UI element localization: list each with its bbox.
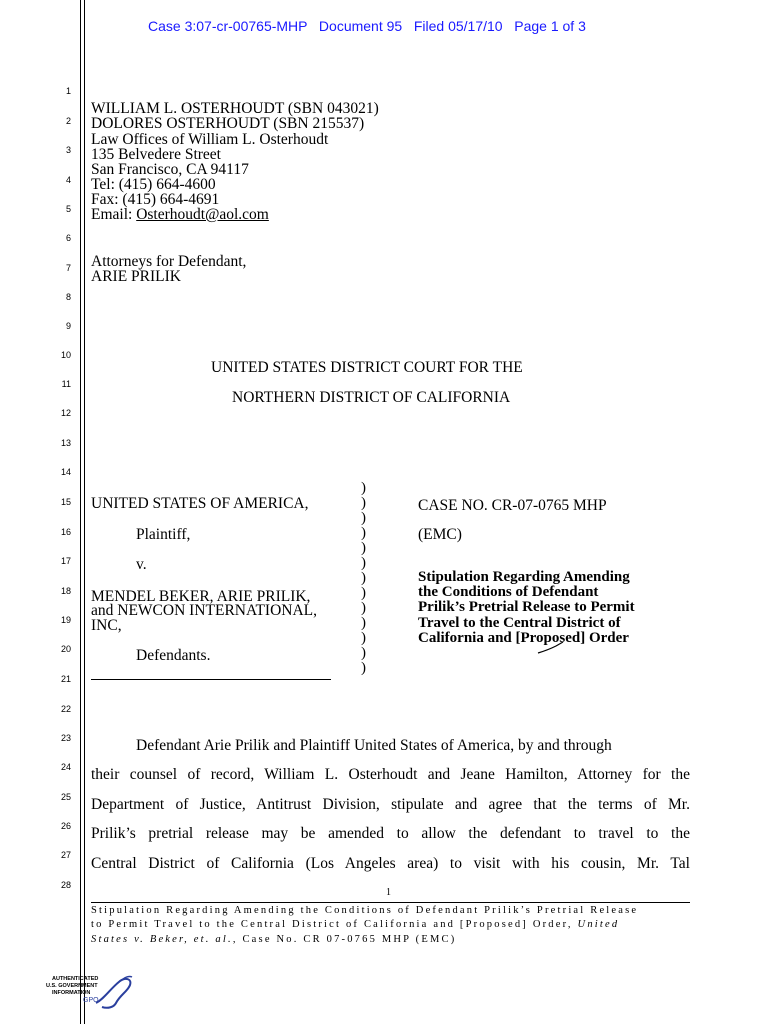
line-number: 24 (60, 762, 71, 772)
line-number: 13 (60, 438, 71, 448)
attorney-name-1: WILLIAM L. OSTERHOUDT (SBN 043021) (91, 100, 379, 117)
document-title-line5: California and [Proposed] Order (418, 630, 629, 646)
document-title-line2: the Conditions of Defendant (418, 584, 599, 600)
line-number: 17 (60, 556, 71, 566)
line-number: 21 (60, 674, 71, 684)
defendants-line2: and NEWCON INTERNATIONAL, (91, 602, 317, 619)
line-number: 1 (65, 86, 71, 96)
firm-street: 135 Belvedere Street (91, 146, 221, 163)
seal-text-3: INFORMATION (52, 990, 91, 996)
footer-line-2-text: to Permit Travel to the Central District of California and [Proposed] Order, (91, 919, 578, 930)
case-number: CASE NO. CR-07-0765 MHP (418, 497, 607, 514)
versus: v. (136, 556, 147, 573)
line-number: 20 (60, 644, 71, 654)
caption-parentheses: ) ) ) ) ) ) ) ) ) ) ) ) ) (361, 480, 366, 676)
defendants-line3: INC, (91, 617, 122, 634)
footer-line-3-italic: States v. Beker, et. al. (91, 934, 233, 945)
court-name-line2: NORTHERN DISTRICT OF CALIFORNIA (232, 389, 511, 406)
firm-city: San Francisco, CA 94117 (91, 161, 249, 178)
court-name-line1: UNITED STATES DISTRICT COURT FOR THE (211, 359, 523, 376)
body-line-1: Defendant Arie Prilik and Plaintiff United States of America, by and through (136, 737, 612, 754)
body-line-5: Central District of California (Los Angeles area) to visit with his cousin, Mr. Tal (91, 855, 690, 872)
seal-text-1: AUTHENTICATED (52, 976, 99, 982)
footer-rule (91, 902, 690, 903)
line-number: 18 (60, 586, 71, 596)
line-number: 5 (65, 204, 71, 214)
document-title-line1: Stipulation Regarding Amending (418, 569, 630, 585)
line-number: 25 (60, 792, 71, 802)
email-link[interactable]: Osterhoudt@aol.com (136, 206, 269, 223)
footer-line-3-text: , Case No. CR 07-0765 MHP (EMC) (232, 934, 457, 945)
footer-line-2-italic: United (577, 919, 620, 930)
gpo-mark: GPO (83, 997, 99, 1004)
line-number: 22 (60, 704, 71, 714)
line-number: 28 (60, 880, 71, 890)
defendants-role: Defendants. (136, 647, 211, 664)
line-number: 11 (61, 379, 71, 389)
footer-line-2 (91, 919, 619, 930)
line-number: 26 (60, 821, 71, 831)
case-suffix: (EMC) (418, 526, 462, 543)
body-line-4: Prilik’s pretrial release may be amended to allow the defendant to travel to the (91, 825, 690, 842)
email-label: Email: (91, 206, 137, 223)
proposed-strike-mark (536, 640, 566, 656)
gpo-authentication-seal (40, 973, 132, 1013)
line-number: 3 (65, 145, 71, 155)
document-title-line4: Travel to the Central District of (418, 615, 621, 631)
attorneys-for: Attorneys for Defendant, (91, 253, 247, 270)
line-number: 2 (65, 116, 71, 126)
line-number: 6 (65, 233, 71, 243)
seal-text-2: U.S. GOVERNMENT (46, 983, 98, 989)
footer-page-number: 1 (386, 887, 391, 898)
body-line-3: Department of Justice, Antitrust Division, stipulate and agree that the terms of Mr. (91, 796, 690, 813)
line-number: 10 (60, 350, 71, 360)
gpo-eagle-icon (90, 973, 134, 1013)
firm-telephone: Tel: (415) 664-4600 (91, 176, 216, 193)
line-number: 9 (65, 321, 71, 331)
footer-line-1: Stipulation Regarding Amending the Conditions of Defendant Prilik’s Pretrial Release (91, 905, 639, 916)
body-line-2: their counsel of record, William L. Osterhoudt and Jeane Hamilton, Attorney for the (91, 766, 690, 783)
line-number: 19 (60, 615, 71, 625)
left-margin-rule-outer (80, 0, 81, 1024)
firm-email-line (91, 207, 269, 222)
firm-fax: Fax: (415) 664-4691 (91, 191, 220, 208)
line-number: 15 (60, 497, 71, 507)
defendants-line1: MENDEL BEKER, ARIE PRILIK, (91, 588, 311, 605)
footer-line-3 (91, 934, 456, 945)
line-number: 14 (60, 467, 71, 477)
case-header: Case 3:07-cr-00765-MHP Document 95 Filed 05/17/10 Page 1 of 3 (148, 18, 586, 34)
line-number: 23 (60, 733, 71, 743)
plaintiff-role: Plaintiff, (136, 526, 191, 543)
law-firm: Law Offices of William L. Osterhoudt (91, 131, 329, 148)
line-number: 27 (60, 850, 71, 860)
line-number: 8 (65, 292, 71, 302)
line-number: 12 (60, 408, 71, 418)
plaintiff-name: UNITED STATES OF AMERICA, (91, 495, 309, 512)
attorney-name-2: DOLORES OSTERHOUDT (SBN 215537) (91, 115, 365, 132)
caption-underline (91, 679, 331, 680)
client-name: ARIE PRILIK (91, 268, 181, 285)
document-title-line3: Prilik’s Pretrial Release to Permit (418, 599, 635, 615)
line-number: 16 (60, 527, 71, 537)
line-number: 7 (65, 263, 71, 273)
left-margin-rule-inner (84, 0, 85, 1024)
line-number: 4 (65, 175, 71, 185)
